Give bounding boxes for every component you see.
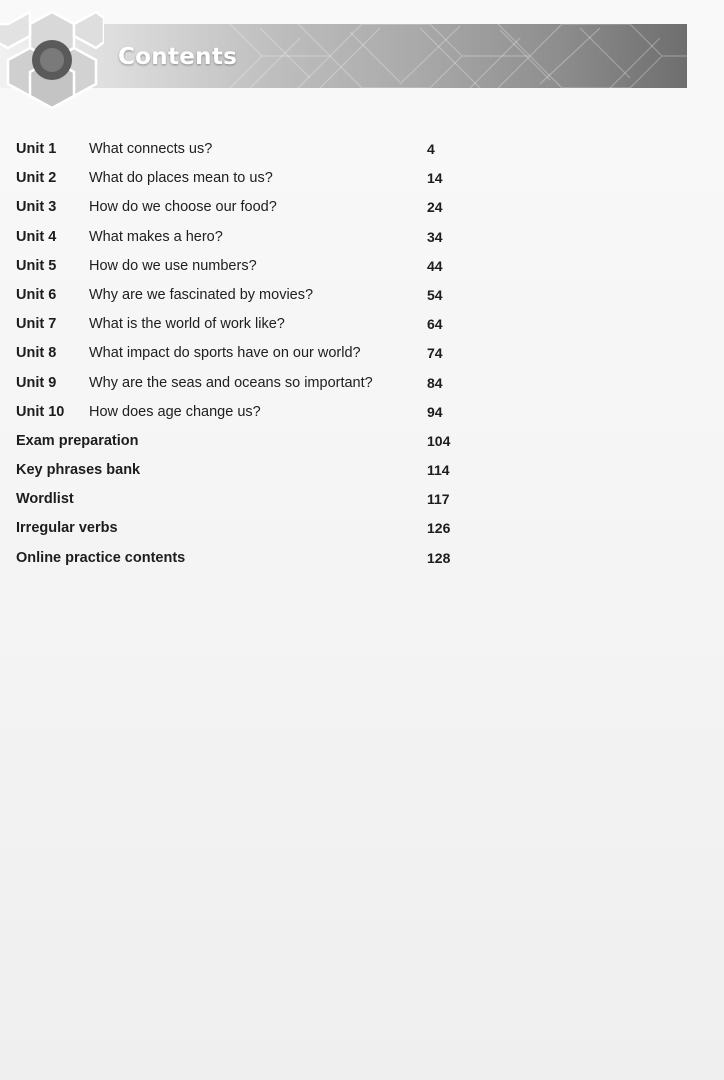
toc-row-unit-6[interactable] (16, 281, 466, 310)
page-number: 34 (427, 228, 443, 245)
unit-number: Unit 1 (16, 141, 57, 157)
unit-title: What impact do sports have on our world? (89, 345, 361, 362)
page-number: 4 (427, 141, 435, 157)
unit-title: Why are the seas and oceans so important? (89, 374, 373, 391)
unit-title: What is the world of work like? (89, 316, 285, 333)
page-number: 64 (427, 316, 443, 333)
unit-title: What makes a hero? (89, 228, 223, 245)
unit-title: Why are we fascinated by movies? (89, 286, 314, 303)
page-number: 44 (427, 257, 443, 274)
section-label: Irregular verbs (16, 520, 118, 537)
toc-row-online-practice-contents[interactable] (16, 544, 466, 573)
toc-row-key-phrases-bank[interactable] (16, 456, 466, 485)
toc-row-irregular-verbs[interactable] (16, 514, 466, 543)
unit-title: How does age change us? (89, 403, 261, 420)
toc-row-unit-10[interactable] (16, 398, 466, 427)
page-title: Contents (118, 44, 238, 70)
unit-number: Unit 8 (16, 345, 57, 362)
section-label: Key phrases bank (16, 462, 141, 479)
unit-title: How do we use numbers? (89, 257, 257, 274)
page-number: 94 (427, 403, 443, 420)
unit-title: What connects us? (89, 141, 213, 157)
toc-row-unit-9[interactable] (16, 369, 466, 398)
page-number: 126 (427, 520, 451, 537)
page-number: 128 (427, 549, 451, 566)
page-number: 114 (427, 462, 450, 479)
toc-row-unit-8[interactable] (16, 339, 466, 368)
unit-number: Unit 7 (16, 316, 57, 333)
unit-number: Unit 6 (16, 286, 57, 303)
unit-number: Unit 2 (16, 170, 57, 187)
page-number: 14 (427, 170, 443, 187)
toc-row-unit-5[interactable] (16, 252, 466, 281)
toc-row-unit-4[interactable] (16, 223, 466, 252)
unit-title: What do places mean to us? (89, 170, 273, 187)
unit-number: Unit 4 (16, 228, 57, 245)
toc-row-wordlist[interactable] (16, 485, 466, 514)
unit-number: Unit 10 (16, 403, 65, 420)
section-label: Exam preparation (16, 432, 139, 449)
page-number: 74 (427, 345, 443, 362)
section-label: Online practice contents (16, 549, 186, 566)
hexagon-cluster-icon (0, 10, 104, 110)
section-label: Wordlist (16, 491, 74, 508)
toc-row-unit-1[interactable] (16, 135, 466, 164)
page-number: 117 (427, 491, 450, 508)
unit-number: Unit 3 (16, 199, 57, 216)
page-number: 54 (427, 286, 443, 303)
unit-title: How do we choose our food? (89, 199, 277, 216)
toc-row-exam-preparation[interactable] (16, 427, 466, 456)
toc-row-unit-7[interactable] (16, 310, 466, 339)
table-of-contents (16, 135, 466, 573)
unit-number: Unit 9 (16, 374, 57, 391)
unit-number: Unit 5 (16, 257, 57, 274)
page-number: 24 (427, 199, 443, 216)
toc-row-unit-2[interactable] (16, 164, 466, 193)
page-number: 84 (427, 374, 443, 391)
page-number: 104 (427, 432, 451, 449)
toc-row-unit-3[interactable] (16, 193, 466, 222)
